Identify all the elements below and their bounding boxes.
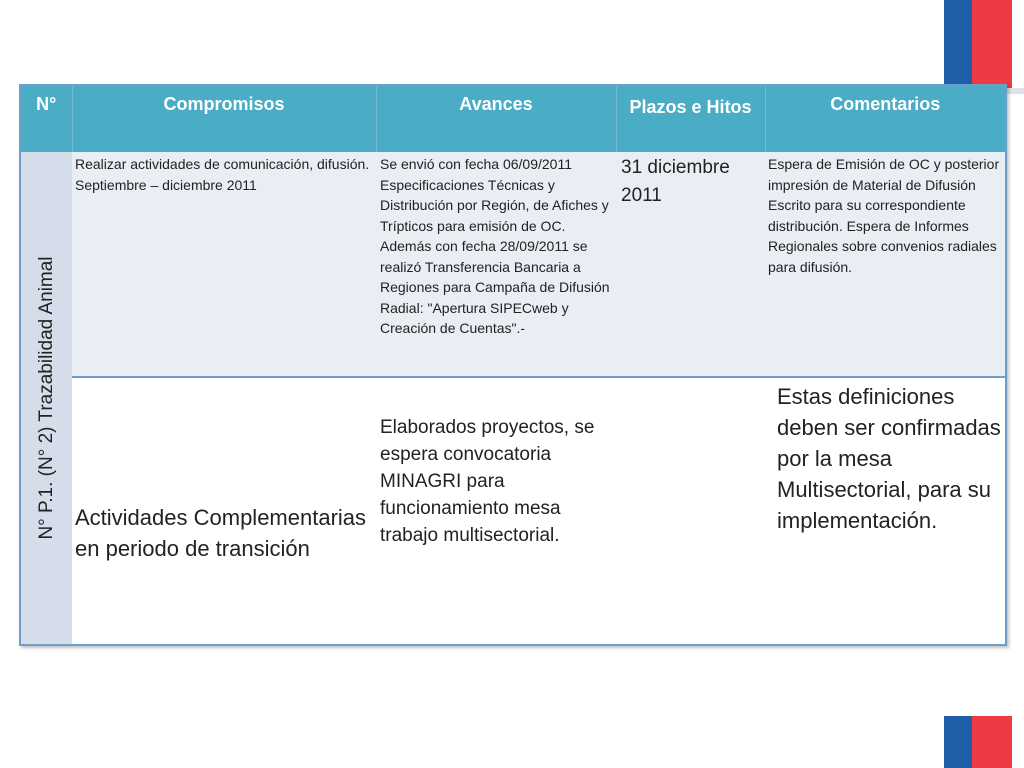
cell-plazos [616,377,765,645]
flag-red-stripe [972,0,1012,88]
cell-plazos: 31 diciembre 2011 [616,152,765,377]
flag-blue-stripe [944,716,972,768]
flag-decoration-top [944,0,1012,88]
header-avances: Avances [376,85,616,152]
flag-red-stripe [972,716,1012,768]
cell-avances [376,152,616,377]
flag-decoration-bottom [944,716,1012,768]
cell-compromisos: Actividades Complementarias en periodo de transición [72,377,376,645]
table-row [20,377,1006,645]
cell-compromisos: Realizar actividades de comunicación, difusión. Septiembre – diciembre 2011 [72,152,376,377]
header-comentarios: Comentarios [765,85,1006,152]
header-plazos: Plazos e Hitos [616,85,765,152]
cell-comentarios: Estas definiciones deben ser confirmadas por la mesa Multisectorial, para su implementación. [765,377,1006,645]
row-group-cell [20,152,72,645]
commitments-table [19,84,1007,646]
avances-paragraph-2: Además con fecha 28/09/2011 se realizó Transferencia Bancaria a Regiones para Campaña de Difusión Radial: "Apertura SIPECweb y Creación de Cuentas".- [380,238,610,336]
table-header-row [20,85,1006,152]
cell-avances: Elaborados proyectos, se espera convocatoria MINAGRI para funcionamiento mesa trabajo multisectorial. [376,377,616,645]
row-group-label: N° P.1. (N° 2) Trazabilidad Animal [35,256,57,540]
cell-comentarios: Espera de Emisión de OC y posterior impresión de Material de Difusión Escrito para su correspondiente distribución. Espera de Informes Regionales sobre convenios radiales para difusión. [765,152,1006,377]
header-number: N° [20,85,72,152]
avances-paragraph-1: Se envió con fecha 06/09/2011 Especificaciones Técnicas y Distribución por Región, de Afiches y Trípticos para emisión de OC. [380,156,609,234]
header-compromisos: Compromisos [72,85,376,152]
table-row [20,152,1006,377]
flag-blue-stripe [944,0,972,88]
